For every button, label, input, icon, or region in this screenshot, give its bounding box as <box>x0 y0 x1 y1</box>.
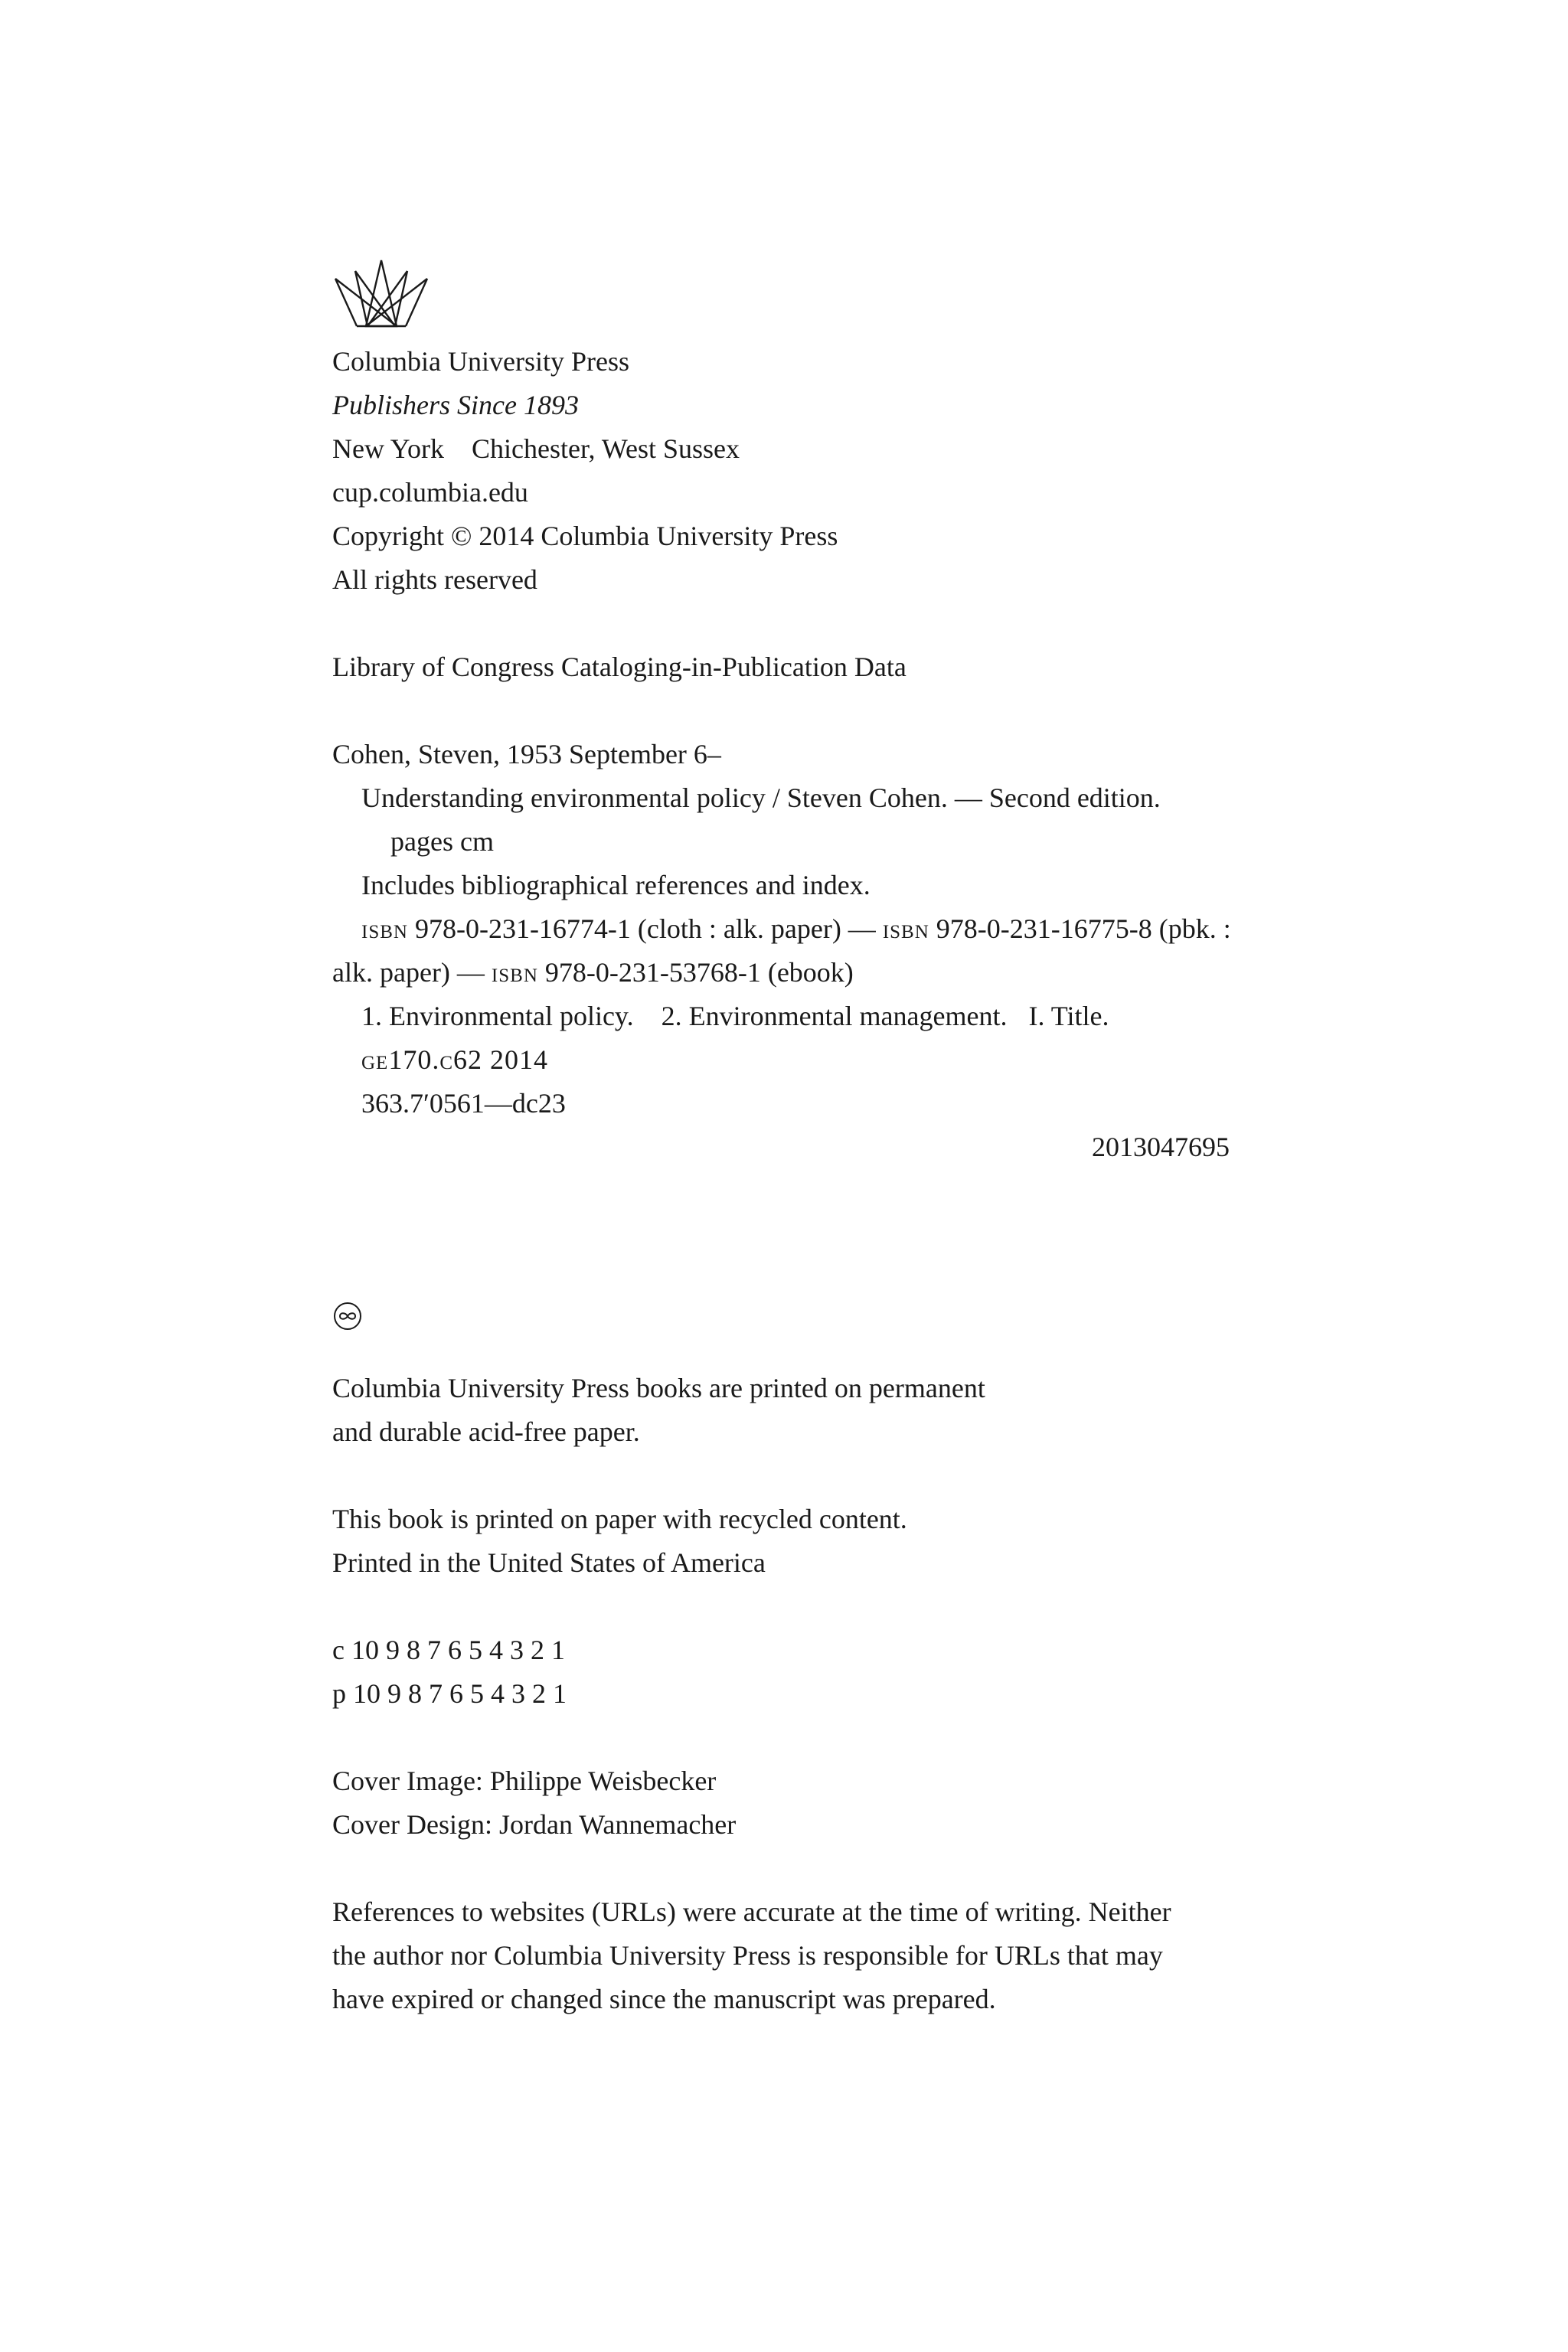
isbn-label: isbn <box>882 913 929 944</box>
cover-design-credit: Cover Design: Jordan Wannemacher <box>332 1809 737 1840</box>
crown-logo-icon <box>332 257 430 329</box>
publisher-name: Columbia University Press <box>332 346 629 377</box>
subject-environmental-management: 2. Environmental management. <box>661 1001 1008 1031</box>
cip-pages: pages cm <box>390 826 494 857</box>
rights-notice: All rights reserved <box>332 564 537 595</box>
isbn-paperback: 978-0-231-16775-8 (pbk. : <box>929 913 1231 944</box>
copyright-page <box>332 257 1236 2021</box>
cip-isbn-line <box>332 907 1236 951</box>
publisher-website: cup.columbia.edu <box>332 477 528 508</box>
isbn-continuation-text: alk. paper) — <box>332 957 492 988</box>
city-chichester: Chichester, West Sussex <box>472 433 740 464</box>
printed-in: Printed in the United States of America <box>332 1547 766 1578</box>
city-new-york: New York <box>332 433 445 464</box>
disclaimer-line3: have expired or changed since the manuscript was prepared. <box>332 1984 996 2014</box>
publisher-cities <box>332 427 1236 471</box>
paper-statement-line1: Columbia University Press books are printed on permanent <box>332 1373 985 1403</box>
isbn-cloth: 978-0-231-16774-1 (cloth : alk. paper) — <box>407 913 883 944</box>
infinity-icon <box>332 1301 363 1331</box>
paper-statement-line2: and durable acid-free paper. <box>332 1416 640 1447</box>
cip-lccn: 2013047695 <box>1092 1132 1230 1162</box>
recycled-statement: This book is printed on paper with recycled content. <box>332 1504 907 1534</box>
cip-title: Understanding environmental policy / Steven Cohen. — Second edition. <box>361 782 1161 813</box>
print-line-paper: p 10 9 8 7 6 5 4 3 2 1 <box>332 1678 567 1709</box>
cip-author: Cohen, Steven, 1953 September 6– <box>332 739 721 769</box>
cip-lcc: ge170.c62 2014 <box>361 1044 548 1075</box>
isbn-label: isbn <box>361 913 408 944</box>
isbn-ebook: 978-0-231-53768-1 (ebook) <box>537 957 854 988</box>
cover-image-credit: Cover Image: Philippe Weisbecker <box>332 1766 717 1796</box>
cip-isbn-continuation <box>332 951 1236 995</box>
isbn-label: isbn <box>491 957 538 988</box>
disclaimer-line2: the author nor Columbia University Press is responsible for URLs that may <box>332 1940 1163 1971</box>
subject-environmental-policy: 1. Environmental policy. <box>361 1001 634 1031</box>
cip-ddc: 363.7′0561—dc23 <box>361 1088 566 1119</box>
cip-subjects <box>332 995 1236 1038</box>
print-line-cloth: c 10 9 8 7 6 5 4 3 2 1 <box>332 1635 565 1665</box>
disclaimer-line1: References to websites (URLs) were accurate at the time of writing. Neither <box>332 1896 1171 1927</box>
publisher-tagline: Publishers Since 1893 <box>332 390 579 420</box>
cip-heading: Library of Congress Cataloging-in-Publication Data <box>332 652 906 682</box>
copyright-notice: Copyright © 2014 Columbia University Press <box>332 521 838 551</box>
subject-title: I. Title. <box>1028 1001 1109 1031</box>
cip-bibliography: Includes bibliographical references and index. <box>361 870 871 900</box>
